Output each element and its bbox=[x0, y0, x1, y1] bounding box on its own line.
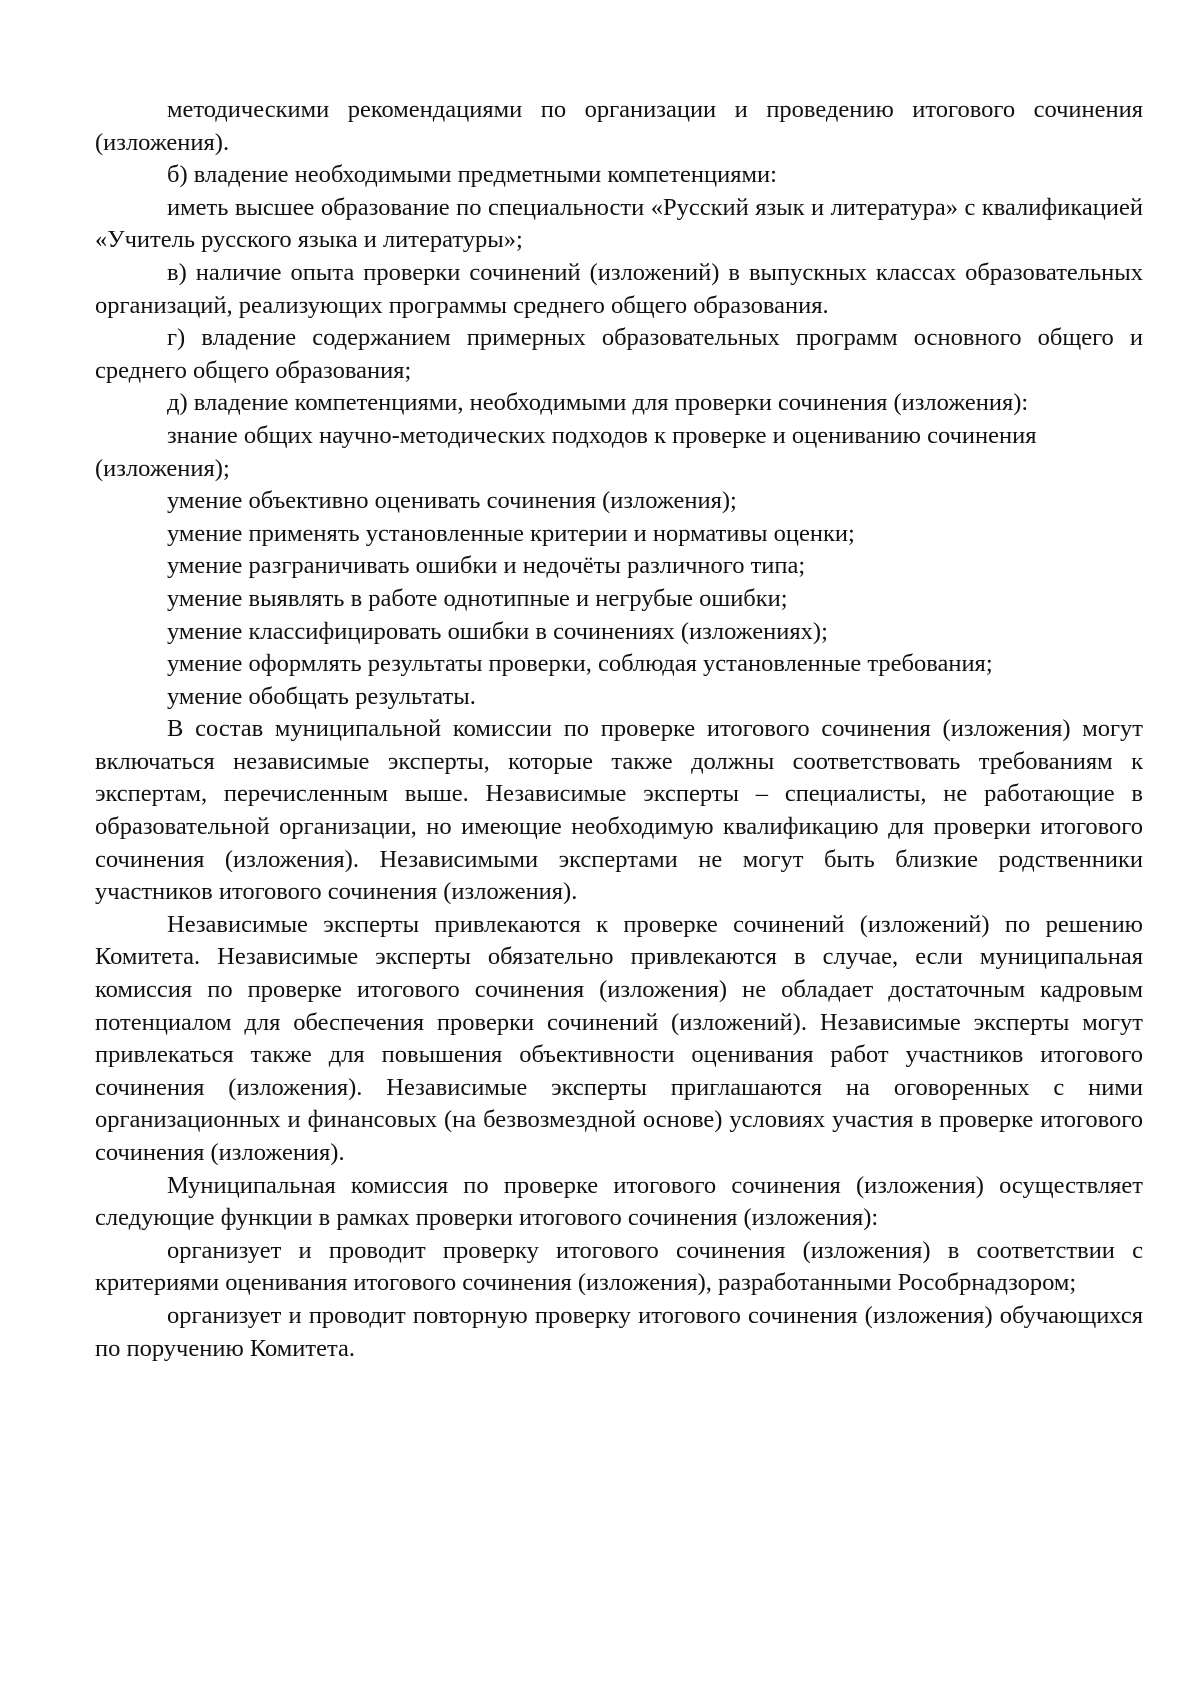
list-item-approaches: знание общих научно-методических подходов к проверке и оцениванию сочинения (изложения); bbox=[95, 421, 1037, 482]
list-item-similar-errors: умение выявлять в работе однотипные и негрубые ошибки; bbox=[167, 584, 788, 612]
list-item-classify-errors: умение классифицировать ошибки в сочинениях (изложениях); bbox=[167, 617, 828, 645]
list-item-summarize-results: умение обобщать результаты. bbox=[167, 682, 476, 710]
paragraph-independent-experts-involvement: Независимые эксперты привлекаются к проверке сочинений (изложений) по решению Комитета. Независимые эксперты обязательно привлекаются в случае, если муниципальная комиссия по проверке итогового сочинения (изложения) не обладает достаточным кадровым потенциалом для обеспечения проверки сочинений (изложений). Независимые эксперты могут привлекаться также для повышения объективности оценивания работ участников итогового сочинения (изложения). Независимые эксперты приглашаются на оговоренных с ними организационных и финансовых (на безвозмездной основе) условиях участия в проверке итогового сочинения (изложения). bbox=[95, 910, 1143, 1166]
list-item-criteria: умение применять установленные критерии и нормативы оценки; bbox=[167, 519, 855, 547]
list-item-error-types: умение разграничивать ошибки и недочёты различного типа; bbox=[167, 552, 806, 580]
paragraph-independent-experts-composition: В состав муниципальной комиссии по проверке итогового сочинения (изложения) могут включаться независимые эксперты, которые также должны соответствовать требованиям к экспертам, перечисленным выше. Независимые эксперты – специалисты, не работающие в образовательной организации, но имеющие необходимую квалификацию для проверки итогового сочинения (изложения). Независимыми экспертами не могут быть близкие родственники участников итогового сочинения (изложения). bbox=[95, 715, 1143, 906]
paragraph-subject-competencies: б) владение необходимыми предметными компетенциями: bbox=[167, 161, 777, 189]
list-item-conduct-check: организует и проводит проверку итогового сочинения (изложения) в соответствии с критериями оценивания итогового сочинения (изложения), разработанными Рособрнадзором; bbox=[95, 1236, 1143, 1297]
list-item-format-results: умение оформлять результаты проверки, соблюдая установленные требования; bbox=[167, 650, 993, 678]
paragraph-checking-competencies: д) владение компетенциями, необходимыми для проверки сочинения (изложения): bbox=[167, 389, 1029, 417]
paragraph-program-knowledge: г) владение содержанием примерных образовательных программ основного общего и среднего общего образования; bbox=[95, 324, 1143, 384]
paragraph-higher-education: иметь высшее образование по специальности «Русский язык и литература» с квалификацией «Учитель русского языка и литературы»; bbox=[95, 193, 1143, 254]
list-item-repeat-check: организует и проводит повторную проверку итогового сочинения (изложения) обучающихся по поручению Комитета. bbox=[95, 1301, 1143, 1362]
paragraph-methodical-recommendations: методическими рекомендациями по организации и проведению итогового сочинения (изложения). bbox=[95, 96, 1143, 156]
paragraph-checking-experience: в) наличие опыта проверки сочинений (изложений) в выпускных классах образовательных организаций, реализующих программы среднего общего образования. bbox=[95, 258, 1143, 319]
paragraph-commission-functions: Муниципальная комиссия по проверке итогового сочинения (изложения) осуществляет следующие функции в рамках проверки итогового сочинения (изложения): bbox=[95, 1171, 1143, 1232]
list-item-objective-assessment: умение объективно оценивать сочинения (изложения); bbox=[167, 487, 737, 515]
